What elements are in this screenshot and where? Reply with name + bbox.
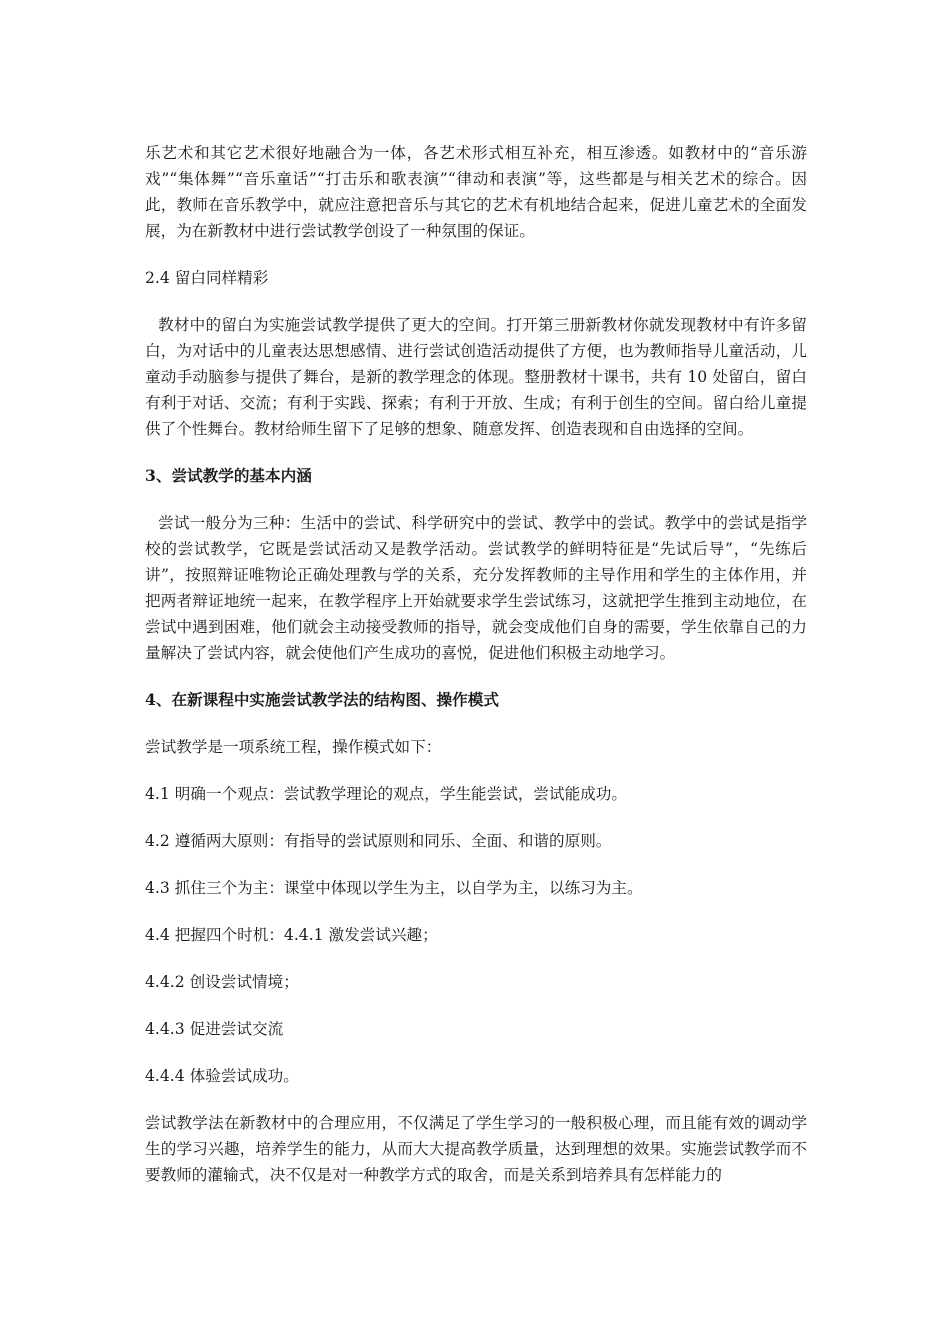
section-heading-2-4: 2.4 留白同样精彩 [145,269,269,287]
paragraph-blank-space: 教材中的留白为实施尝试教学提供了更大的空间。打开第三册新教材你就发现教材中有许多留白，为对话中的儿童表达思想感情、进行尝试创造活动提供了方便，也为教师指导儿童活动，儿童动手动脑参与提供了舞台，是新的教学理念的体现。整册教材十课书，共有 10 处留白，留白有利于对话、交流；有利于实践、探索；有利于开放、生成；有利于创生的空间。留白给儿童提供了个性舞台。教材给师生留下了足够的想象、随意发挥、创造表现和自由选择的空间。 [145,316,807,438]
paragraph-conclusion: 尝试教学法在新教材中的合理应用，不仅满足了学生学习的一般积极心理，而且能有效的调动学生的学习兴趣，培养学生的能力，从而大大提高教学质量，达到理想的效果。实施尝试教学而不要教师的灌输式，决不仅是对一种教学方式的取舍，而是关系到培养具有怎样能力的 [145,1114,807,1184]
section-heading-4: 4、在新课程中实施尝试教学法的结构图、操作模式 [145,690,499,709]
paragraph-operation-mode-intro: 尝试教学是一项系统工程，操作模式如下： [145,738,442,756]
list-item-4-4-4: 4.4.4 体验尝试成功。 [145,1067,299,1085]
list-item-4-4-2: 4.4.2 创设尝试情境； [145,973,299,991]
list-item-4-1: 4.1 明确一个观点：尝试教学理论的观点，学生能尝试，尝试能成功。 [145,785,627,803]
list-item-4-3: 4.3 抓住三个为主：课堂中体现以学生为主，以自学为主，以练习为主。 [145,879,643,897]
paragraph-trial-teaching-meaning: 尝试一般分为三种：生活中的尝试、科学研究中的尝试、教学中的尝试。教学中的尝试是指学校的尝试教学，它既是尝试活动又是教学活动。尝试教学的鲜明特征是“先试后导”，“先练后讲”，按照辩证唯物论正确处理教与学的关系，充分发挥教师的主导作用和学生的主体作用，并把两者辩证地统一起来，在教学程序上开始就要求学生尝试练习，这就把学生推到主动地位，在尝试中遇到困难，他们就会主动接受教师的指导，就会变成他们自身的需要，学生依靠自己的力量解决了尝试内容，就会使他们产生成功的喜悦，促进他们积极主动地学习。 [145,514,807,662]
document-page [145,140,807,1209]
list-item-4-4: 4.4 把握四个时机：4.4.1 激发尝试兴趣； [145,926,438,944]
list-item-4-4-3: 4.4.3 促进尝试交流 [145,1020,284,1038]
paragraph-music-integration: 乐艺术和其它艺术很好地融合为一体，各艺术形式相互补充，相互渗透。如教材中的“音乐游戏”“集体舞”“音乐童话”“打击乐和歌表演”“律动和表演”等，这些都是与相关艺术的综合。因此，教师在音乐教学中，就应注意把音乐与其它的艺术有机地结合起来，促进儿童艺术的全面发展，为在新教材中进行尝试教学创设了一种氛围的保证。 [145,144,807,240]
section-heading-3: 3、尝试教学的基本内涵 [145,466,312,485]
list-item-4-2: 4.2 遵循两大原则：有指导的尝试原则和同乐、全面、和谐的原则。 [145,832,612,850]
